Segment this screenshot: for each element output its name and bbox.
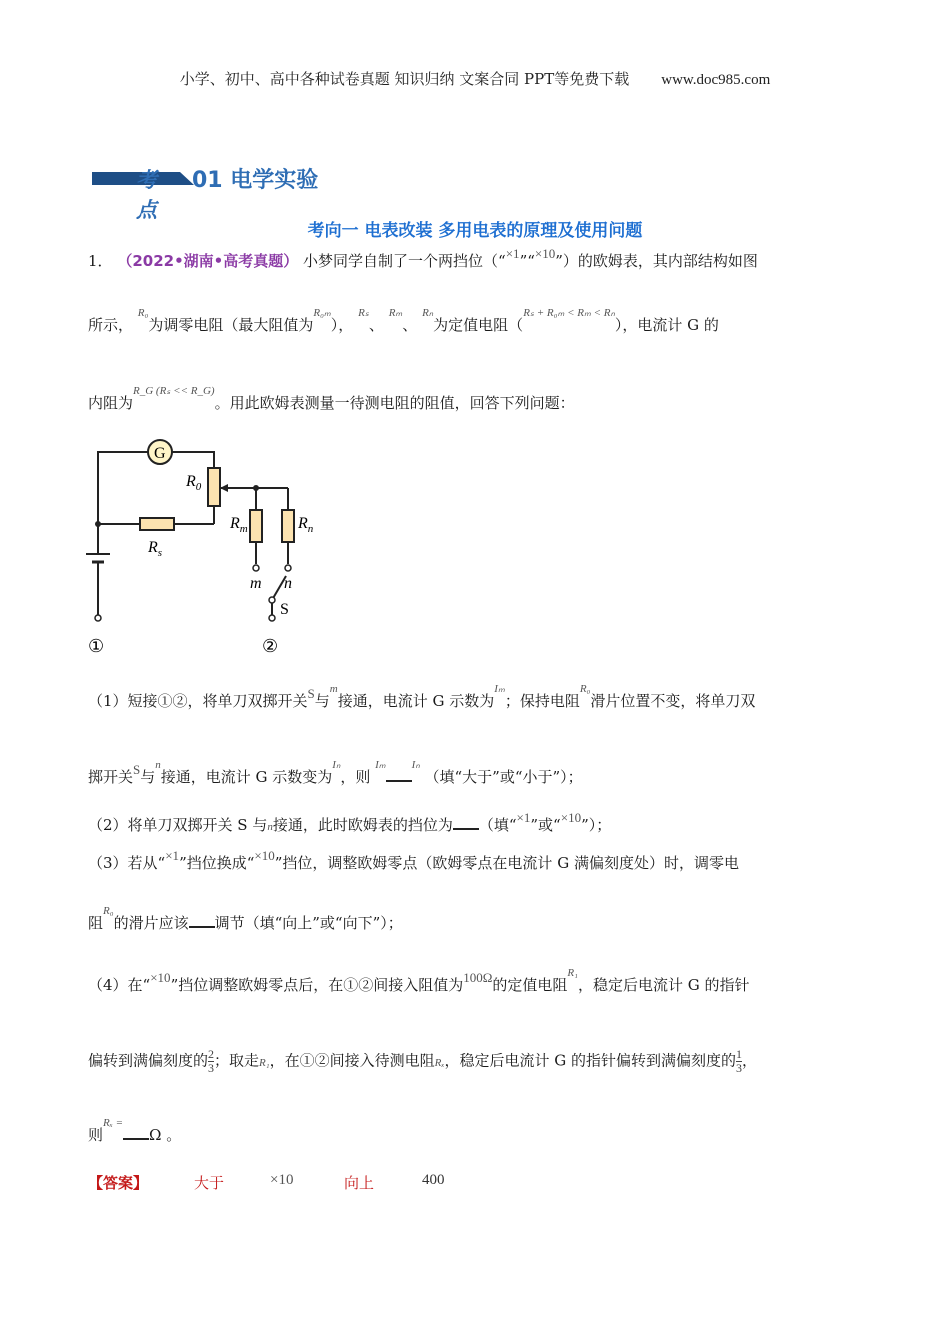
text: ， bbox=[741, 1051, 757, 1070]
text: （填“大于”或“小于”）； bbox=[424, 768, 583, 786]
text: 为定值电阻（ bbox=[433, 316, 524, 334]
q4-line-1 bbox=[88, 967, 750, 995]
answer-blank-4[interactable] bbox=[123, 1126, 149, 1140]
math: ×1 bbox=[165, 848, 180, 863]
text: 、 bbox=[368, 316, 384, 334]
text: 、 bbox=[402, 316, 418, 334]
text: 所示， bbox=[88, 316, 134, 334]
text: ”或“ bbox=[530, 816, 561, 834]
text: （4）在“ bbox=[88, 976, 151, 994]
math: S bbox=[133, 762, 141, 777]
header-text: 小学、初中、高中各种试卷真题 知识归纳 文案合同 PPT等免费下载 bbox=[179, 70, 630, 88]
q3-line-1 bbox=[88, 848, 739, 873]
text: ”挡位，调整欧姆零点（欧姆零点在电流计 G 满偏刻度处）时，调零电 bbox=[274, 854, 739, 872]
text: R bbox=[148, 539, 158, 556]
problem-line-1 bbox=[88, 246, 758, 271]
label-Rm bbox=[229, 515, 248, 535]
text: 滑片位置不变，将单刀双 bbox=[590, 692, 756, 710]
denominator: 3 bbox=[735, 1061, 742, 1075]
circuit-diagram bbox=[78, 428, 338, 664]
answer-blank-2[interactable] bbox=[453, 816, 479, 830]
math: ×1 bbox=[516, 810, 531, 825]
math: R₀ bbox=[103, 905, 114, 917]
label-R0 bbox=[185, 473, 202, 493]
math: Iₙ bbox=[332, 759, 341, 771]
text: R bbox=[230, 515, 240, 532]
q3-line-2 bbox=[88, 905, 403, 933]
math: n bbox=[267, 821, 273, 833]
math: ×10 bbox=[150, 970, 171, 985]
math: Rₓ = bbox=[103, 1117, 124, 1129]
math: R₀ bbox=[137, 307, 149, 319]
text: m bbox=[239, 523, 248, 535]
math: m bbox=[329, 683, 338, 695]
text: Ω 。 bbox=[149, 1126, 182, 1144]
q1-line-2 bbox=[88, 759, 583, 787]
text: 接通，电流计 G 示数为 bbox=[337, 692, 495, 710]
text: ”“ bbox=[519, 252, 535, 270]
math: Rₛ + R₀ₘ < Rₘ < Rₙ bbox=[523, 307, 615, 319]
text: ”）； bbox=[581, 816, 612, 834]
answer-1: 大于 bbox=[194, 1174, 225, 1192]
terminal-1: ① bbox=[88, 636, 105, 656]
math: Iₙ bbox=[411, 759, 420, 771]
math: Rₛ bbox=[358, 307, 369, 319]
math: R₀ bbox=[579, 683, 591, 695]
math: 100Ω bbox=[463, 970, 493, 985]
text: ）， bbox=[330, 316, 354, 334]
text: R bbox=[186, 473, 196, 490]
text: （填“ bbox=[478, 816, 517, 834]
math: R₁ bbox=[259, 1056, 270, 1069]
denominator: 3 bbox=[208, 1061, 215, 1075]
numerator: 2 bbox=[208, 1047, 215, 1061]
text: 调节（填“向上”或“向下”）； bbox=[214, 914, 403, 932]
text: 0 bbox=[195, 481, 202, 493]
text: ；保持电阻 bbox=[504, 692, 580, 710]
problem-line-2 bbox=[88, 307, 719, 335]
text: 内阻为 bbox=[88, 394, 134, 412]
label-G: G bbox=[154, 445, 166, 462]
text: 的定值电阻 bbox=[492, 976, 568, 994]
math: ×1 bbox=[505, 246, 520, 261]
section-name: 01 电学实验 bbox=[192, 168, 319, 193]
page-header bbox=[0, 68, 950, 89]
answer-3: 向上 bbox=[344, 1174, 375, 1192]
q2-line bbox=[88, 810, 612, 835]
math: Iₘ bbox=[375, 759, 386, 771]
label-Rs bbox=[147, 539, 162, 559]
numerator: 1 bbox=[735, 1047, 742, 1061]
math: R₀ₘ bbox=[313, 307, 331, 319]
text: （1）短接①②，将单刀双掷开关 bbox=[88, 692, 308, 710]
problem-line-3 bbox=[88, 385, 575, 413]
answer-2: ×10 bbox=[270, 1172, 294, 1188]
text: n bbox=[307, 523, 314, 535]
text: 为调零电阻（最大阻值为 bbox=[148, 316, 314, 334]
text: （2）将单刀双掷开关 S 与 bbox=[88, 816, 268, 834]
label-S: S bbox=[280, 601, 289, 618]
text: ，稳定后电流计 G 的指针偏转到满偏刻度的 bbox=[444, 1051, 736, 1070]
section-badge: 考点 bbox=[136, 168, 157, 222]
terminal-2: ② bbox=[262, 636, 279, 656]
answer-tag: 【答案】 bbox=[88, 1174, 149, 1192]
text: 。用此欧姆表测量一待测电阻的阻值，回答下列问题： bbox=[214, 394, 575, 412]
text: 与 bbox=[140, 768, 156, 786]
text: ，则 bbox=[340, 768, 371, 786]
header-url[interactable]: www.doc985.com bbox=[661, 72, 771, 88]
math: R_G (Rₛ << R_G) bbox=[133, 385, 215, 397]
text: ”）的欧姆表，其内部结构如图 bbox=[555, 252, 758, 270]
math: n bbox=[155, 759, 161, 771]
text: ，稳定后电流计 G 的指针 bbox=[577, 976, 750, 994]
label-n: n bbox=[284, 575, 292, 592]
q4-line-2 bbox=[88, 1048, 757, 1075]
answer-blank-3[interactable] bbox=[189, 914, 215, 928]
text: R bbox=[298, 515, 308, 532]
label-m: m bbox=[250, 575, 262, 592]
text: 阻 bbox=[88, 914, 104, 932]
text: （3）若从“ bbox=[88, 854, 166, 872]
q4-line-3 bbox=[88, 1117, 182, 1145]
math: ×10 bbox=[560, 810, 582, 825]
text: 则 bbox=[88, 1126, 104, 1144]
q1-line-1 bbox=[88, 683, 756, 711]
text: 接通，电流计 G 示数变为 bbox=[160, 768, 333, 786]
label-Rn bbox=[297, 515, 314, 535]
text: ），电流计 G 的 bbox=[614, 316, 719, 334]
text: 偏转到满偏刻度的 bbox=[88, 1051, 209, 1070]
text: ；取走 bbox=[214, 1051, 260, 1070]
text: ”挡位调整欧姆零点后，在①②间接入阻值为 bbox=[170, 976, 464, 994]
answer-4: 400 bbox=[422, 1172, 445, 1188]
math: ×10 bbox=[254, 848, 275, 863]
answer-blank-1[interactable] bbox=[386, 768, 412, 782]
math: S bbox=[307, 686, 315, 701]
math: Rₘ bbox=[388, 307, 403, 319]
text: ，在①②间接入待测电阻 bbox=[269, 1051, 435, 1070]
math: R₁ bbox=[567, 967, 578, 979]
text: 接通，此时欧姆表的挡位为 bbox=[272, 816, 453, 834]
text: s bbox=[157, 547, 163, 559]
text: 小梦同学自制了一个两挡位（“ bbox=[303, 252, 506, 270]
math: Rₙ bbox=[422, 307, 434, 319]
math: Iₘ bbox=[494, 683, 505, 695]
text: 与 bbox=[314, 692, 330, 710]
math: Rₓ bbox=[434, 1056, 445, 1069]
subheading: 考向一 电表改装 多用电表的原理及使用问题 bbox=[307, 221, 643, 241]
text: ”挡位换成“ bbox=[179, 854, 255, 872]
problem-source: （2022•湖南•高考真题） bbox=[117, 252, 299, 270]
text: 的滑片应该 bbox=[113, 914, 189, 932]
text: 掷开关 bbox=[88, 768, 134, 786]
problem-number: 1． bbox=[88, 252, 113, 270]
math: ×10 bbox=[534, 246, 556, 261]
